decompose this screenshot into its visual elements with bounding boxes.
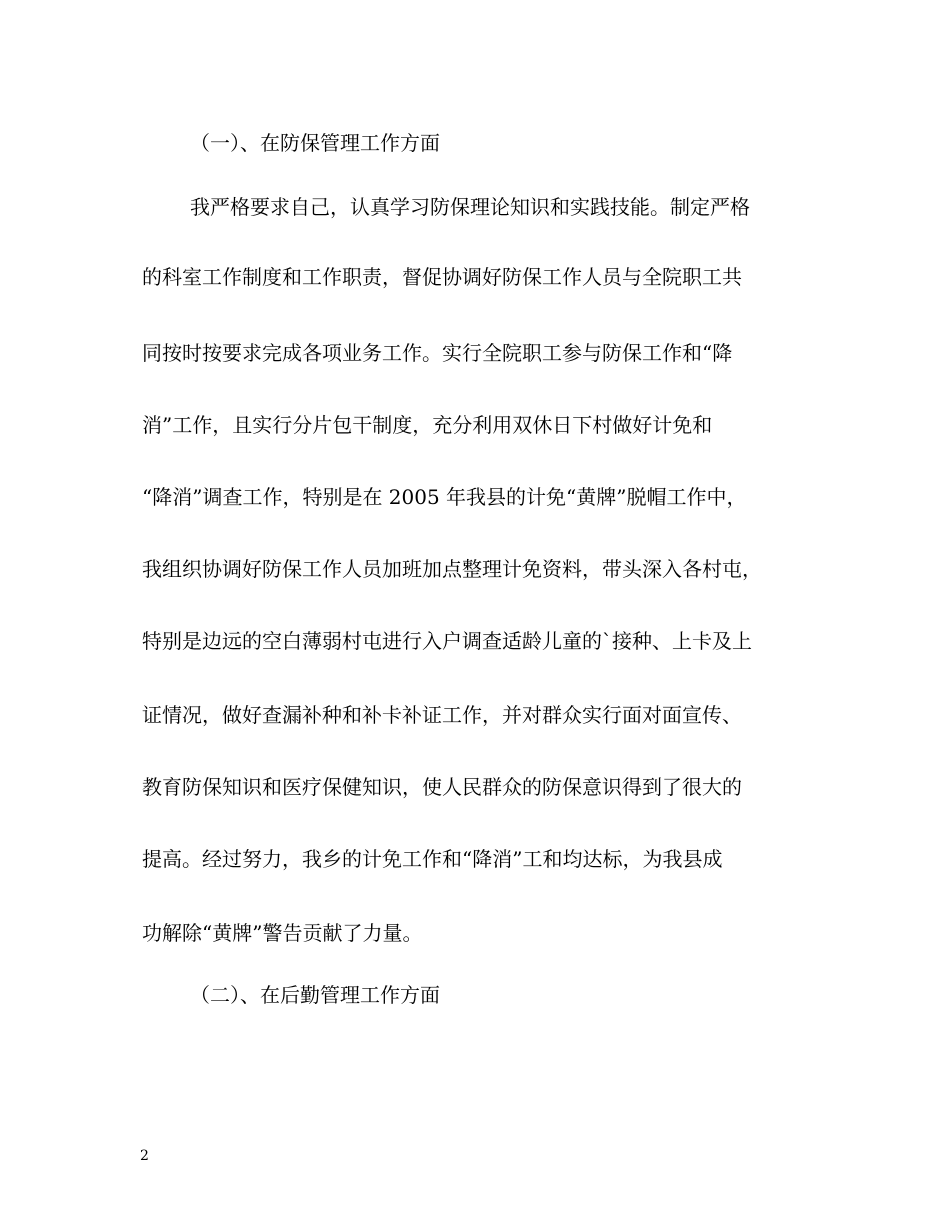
paragraph-line: 我严格要求自己，认真学习防保理论知识和实践技能。制定严格 — [190, 195, 750, 219]
paragraph-line: 我组织协调好防保工作人员加班加点整理计免资料，带头深入各村屯， — [142, 557, 762, 581]
paragraph-line: 功解除“黄牌”警告贡献了力量。 — [142, 921, 423, 945]
section-heading-1: （一）、在防保管理工作方面 — [190, 131, 440, 155]
paragraph-line: 的科室工作制度和工作职责，督促协调好防保工作人员与全院职工共 — [142, 265, 742, 289]
page-number: 2 — [140, 1148, 149, 1164]
paragraph-line: 同按时按要求完成各项业务工作。实行全院职工参与防保工作和“降 — [142, 341, 733, 365]
paragraph-line: 特别是边远的空白薄弱村屯进行入户调查适龄儿童的`接种、上卡及上 — [142, 629, 752, 653]
section-heading-2: （二）、在后勤管理工作方面 — [190, 983, 440, 1007]
paragraph-line: 教育防保知识和医疗保健知识，使人民群众的防保意识得到了很大的 — [142, 775, 742, 799]
paragraph-line: 消”工作，且实行分片包干制度，充分利用双休日下村做好计免和 — [142, 413, 713, 437]
paragraph-line: 证情况，做好查漏补种和补卡补证工作，并对群众实行面对面宣传、 — [142, 703, 742, 727]
paragraph-line: 提高。经过努力，我乡的计免工作和“降消”工和均达标，为我县成 — [142, 847, 723, 871]
paragraph-line: “降消”调查工作，特别是在 2005 年我县的计免“黄牌”脱帽工作中， — [142, 485, 747, 509]
